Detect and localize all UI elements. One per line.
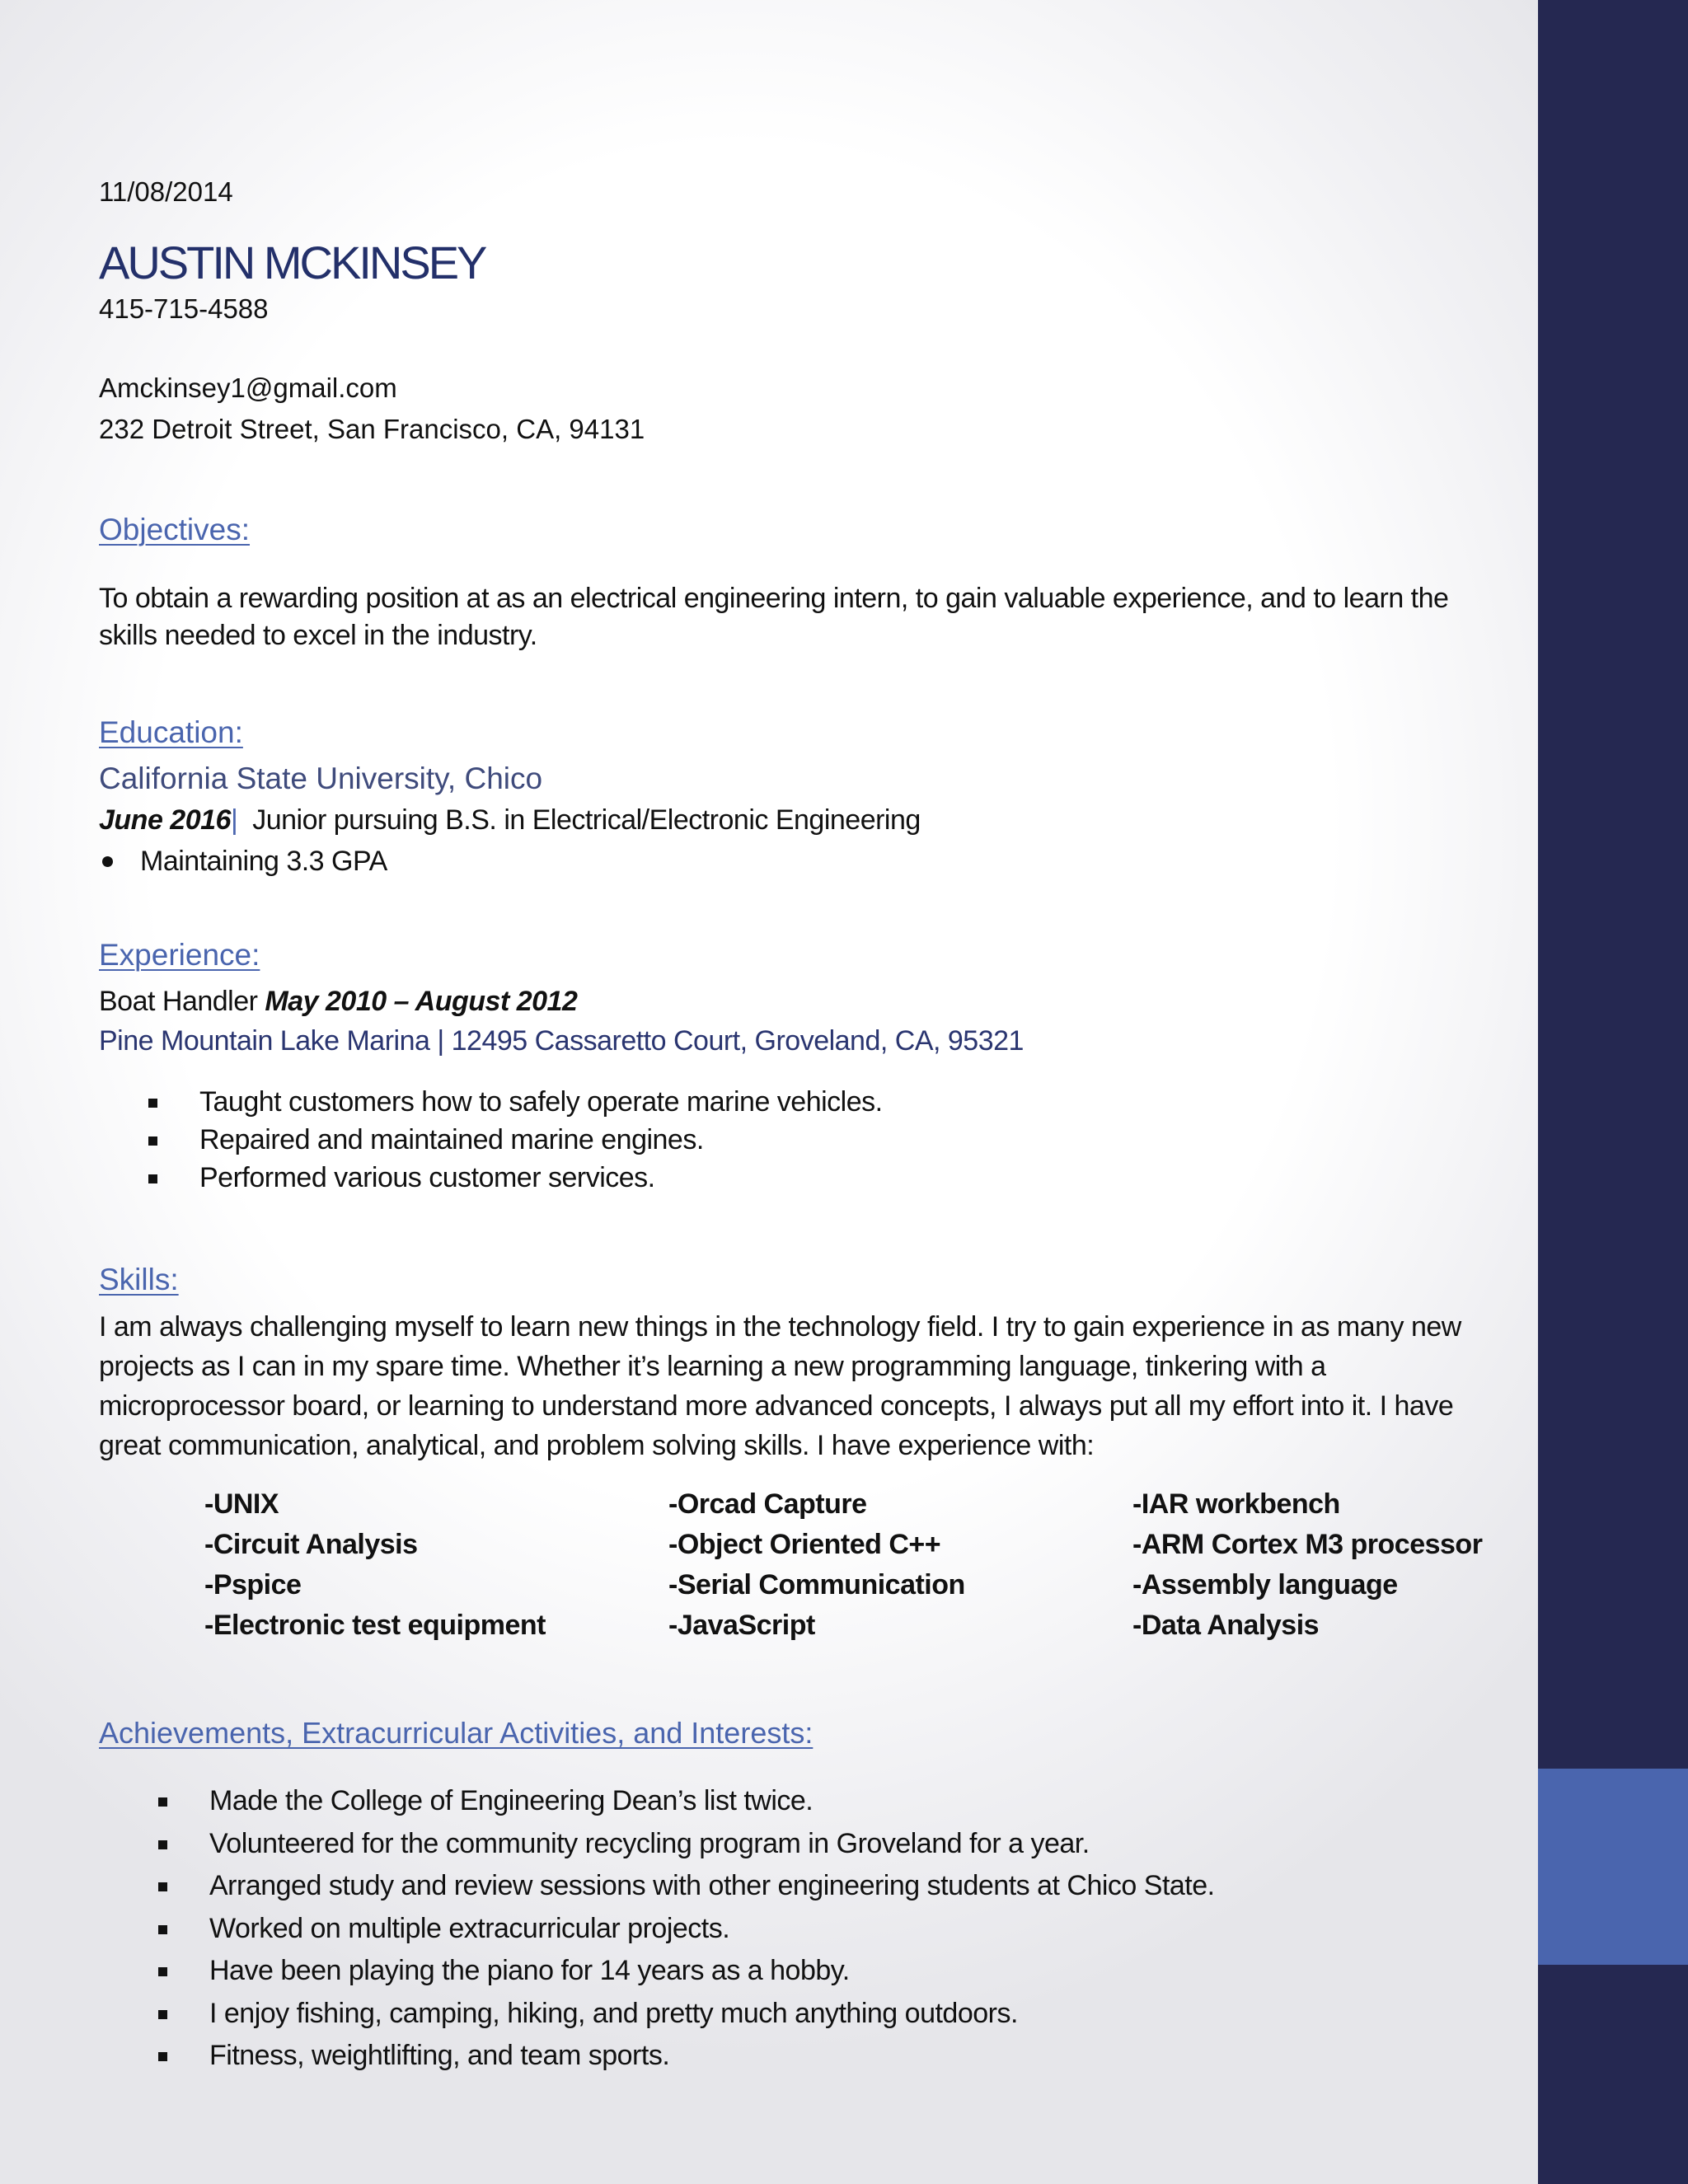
list-item: Taught customers how to safely operate marine vehicles.	[199, 1086, 883, 1124]
skill-item: -UNIX	[204, 1488, 279, 1520]
street-address: 232 Detroit Street, San Francisco, CA, 94131	[99, 414, 645, 444]
skill-item: -IAR workbench	[1132, 1488, 1340, 1520]
resume-date: 11/08/2014	[99, 176, 233, 207]
degree-text: Junior pursuing B.S. in Electrical/Electronic Engineering	[252, 804, 921, 836]
experience-bullets	[199, 1086, 883, 1200]
skill-item: -Object Oriented C++	[668, 1529, 941, 1560]
candidate-name: AUSTIN MCKINSEY	[99, 237, 485, 288]
skill-item: -Electronic test equipment	[204, 1610, 546, 1641]
objectives-text: To obtain a rewarding position at as an electrical engineering intern, to gain valuable experience, and to learn the skills needed to excel in the industry.	[99, 583, 1449, 651]
separator: |	[230, 804, 238, 836]
skill-item: -Serial Communication	[668, 1569, 965, 1601]
skill-item: -Orcad Capture	[668, 1488, 867, 1520]
school-name: California State University, Chico	[99, 762, 543, 795]
list-item: Volunteered for the community recycling program in Groveland for a year.	[209, 1828, 1215, 1871]
job-title: Boat Handler	[99, 986, 258, 1017]
skills-grid	[204, 1488, 1523, 1645]
job-title-line	[99, 986, 577, 1018]
list-item: Arranged study and review sessions with other engineering students at Chico State.	[209, 1870, 1215, 1913]
skill-item: -Circuit Analysis	[204, 1529, 418, 1560]
list-item: Have been playing the piano for 14 years as a hobby.	[209, 1955, 1215, 1998]
sidebar-accent-block	[1538, 1769, 1688, 1965]
skills-text: I am always challenging myself to learn new things in the technology field. I try to gain experience in as many new projects as I can in my spare time. Whether it’s learning a new programming language, tinkering with a microprocessor board, or learning to understand more advanced concepts, I always put all my effort into it. I have great communication, analytical, and problem solving skills. I have experience with:	[99, 1311, 1461, 1461]
email-address: Amckinsey1@gmail.com	[99, 373, 397, 403]
graduation-date: June 2016	[99, 804, 231, 836]
achievements-heading: Achievements, Extracurricular Activities, and Interests:	[99, 1716, 814, 1750]
skills-heading: Skills:	[99, 1263, 179, 1296]
job-dates: May 2010 – August 2012	[265, 986, 578, 1017]
degree-line	[99, 804, 921, 837]
list-item: I enjoy fishing, camping, hiking, and pretty much anything outdoors.	[209, 1998, 1215, 2041]
gpa-bullet: Maintaining 3.3 GPA	[140, 846, 387, 877]
list-item: Fitness, weightlifting, and team sports.	[209, 2040, 1215, 2083]
list-item: Repaired and maintained marine engines.	[199, 1124, 883, 1162]
skill-item: -Data Analysis	[1132, 1610, 1320, 1641]
skill-item: -Assembly language	[1132, 1569, 1398, 1601]
employer-line: Pine Mountain Lake Marina | 12495 Cassaretto Court, Groveland, CA, 95321	[99, 1025, 1024, 1057]
skill-item: -Pspice	[204, 1569, 302, 1601]
phone-number: 415-715-4588	[99, 293, 269, 324]
education-heading: Education:	[99, 715, 243, 749]
experience-heading: Experience:	[99, 938, 260, 972]
list-item: Performed various customer services.	[199, 1162, 883, 1200]
skill-item: -ARM Cortex M3 processor	[1132, 1529, 1483, 1560]
list-item: Made the College of Engineering Dean’s list twice.	[209, 1785, 1215, 1828]
objectives-heading: Objectives:	[99, 513, 251, 546]
achievements-bullets	[209, 1785, 1215, 2083]
skill-item: -JavaScript	[668, 1610, 815, 1641]
list-item: Worked on multiple extracurricular projects.	[209, 1913, 1215, 1956]
